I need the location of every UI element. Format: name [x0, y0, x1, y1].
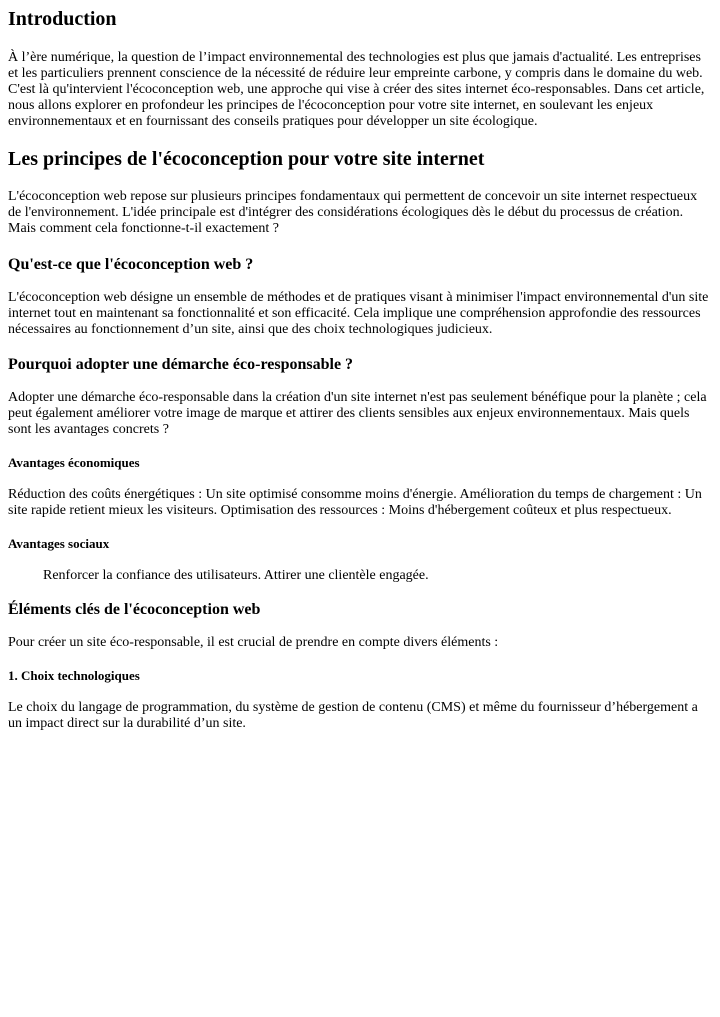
paragraph-avantages-economiques: Réduction des coûts énergétiques : Un site optimisé consomme moins d'énergie. Amélioration du temps de chargement : Un site rapide retient mieux les visiteurs. Optimisation des ressources : Moins d'hébergement coûteux et plus respectueux.: [8, 487, 702, 518]
subheading-definition: Qu'est-ce que l'écoconception web ?: [8, 256, 254, 273]
paragraph-principes: L'écoconception web repose sur plusieurs principes fondamentaux qui permettent de concevoir un site internet respectueux de l'environnement. L'idée principale est d'intégrer des considérations écologiques dès le début du processus de création. Mais comment cela fonctionne-t-il exactement ?: [8, 189, 698, 236]
paragraph-pourquoi: Adopter une démarche éco-responsable dans la création d'un site internet n'est pas seulement bénéfique pour la planète ; cela peut également améliorer votre image de marque et attirer des clients sensibles aux enjeux environnementaux. Mais quels sont les avantages concrets ?: [8, 390, 707, 437]
article: [0, 8, 720, 732]
paragraph-avantages-sociaux: Renforcer la confiance des utilisateurs. Attirer une clientèle engagée.: [43, 568, 429, 583]
section-heading-principes: Les principes de l'écoconception pour votre site internet: [8, 148, 485, 170]
subheading-avantages-economiques: Avantages économiques: [8, 455, 140, 470]
section-heading-introduction: Introduction: [8, 8, 117, 30]
paragraph-definition: L'écoconception web désigne un ensemble de méthodes et de pratiques visant à minimiser l'impact environnemental d'un site internet tout en maintenant sa fonctionnalité et son efficacité. Cela implique une compréhension approfondie des ressources nécessaires au fonctionnement d’un site, ainsi que des choix technologiques judicieux.: [8, 290, 709, 337]
subheading-pourquoi: Pourquoi adopter une démarche éco-responsable ?: [8, 356, 354, 373]
subheading-choix-technologiques: 1. Choix technologiques: [8, 668, 140, 683]
paragraph-choix-technologiques: Le choix du langage de programmation, du système de gestion de contenu (CMS) et même du fournisseur d’hébergement a un impact direct sur la durabilité d’un site.: [8, 700, 698, 731]
paragraph-introduction: À l’ère numérique, la question de l’impact environnemental des technologies est plus que jamais d'actualité. Les entreprises et les particuliers prennent conscience de la nécessité de réduire leur empreinte carbone, y compris dans le domaine du web. C'est là qu'intervient l'écoconception web, une approche qui vise à créer des sites internet éco-responsables. Dans cet article, nous allons explorer en profondeur les principes de l'écoconception pour votre site internet, en soulevant les enjeux environnementaux et en fournissant des conseils pratiques pour développer un site écologique.: [8, 50, 705, 129]
subheading-avantages-sociaux: Avantages sociaux: [8, 536, 110, 551]
subheading-elements-cles: Éléments clés de l'écoconception web: [8, 601, 261, 618]
paragraph-elements-cles: Pour créer un site éco-responsable, il est crucial de prendre en compte divers éléments :: [8, 635, 499, 650]
